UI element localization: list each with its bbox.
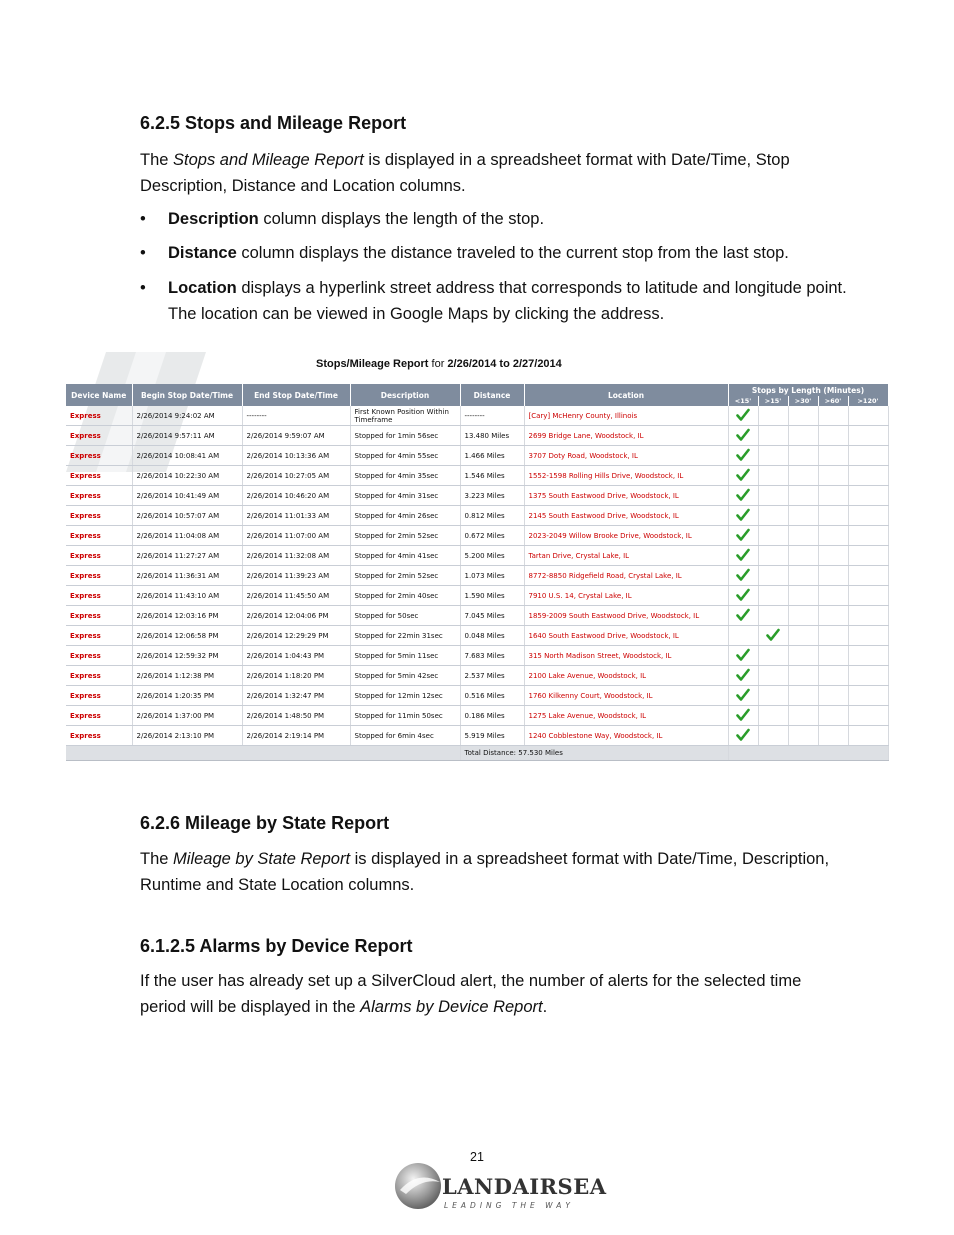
end-cell: 2/26/2014 1:32:47 PM	[242, 686, 350, 706]
device-cell: Express	[66, 446, 132, 466]
stop-bucket-cell	[818, 406, 848, 426]
location-link[interactable]: 1240 Cobblestone Way, Woodstock, IL	[524, 726, 728, 746]
stop-bucket-cell	[818, 726, 848, 746]
stop-bucket-cell	[728, 426, 758, 446]
description-cell: Stopped for 50sec	[350, 606, 460, 626]
section-intro-6-2-5: The Stops and Mileage Report is displayed in a spreadsheet format with Date/Time, Stop Description, Distance and Location columns.	[140, 151, 790, 195]
stop-bucket-cell	[818, 586, 848, 606]
section-heading-6-2-6: 6.2.6 Mileage by State Report	[140, 813, 390, 833]
col-begin-stop: Begin Stop Date/Time	[132, 384, 242, 406]
distance-cell: --------	[460, 406, 524, 426]
stop-bucket-cell	[728, 406, 758, 426]
stop-bucket-cell	[788, 726, 818, 746]
stop-bucket-cell	[848, 586, 888, 606]
stop-bucket-cell	[728, 506, 758, 526]
stop-bucket-cell	[788, 666, 818, 686]
begin-cell: 2/26/2014 12:59:32 PM	[132, 646, 242, 666]
stop-bucket-cell	[788, 466, 818, 486]
distance-cell: 0.048 Miles	[460, 626, 524, 646]
checkmark-icon	[736, 648, 750, 662]
description-cell: Stopped for 12min 12sec	[350, 686, 460, 706]
stop-bucket-cell	[728, 726, 758, 746]
stop-bucket-cell	[818, 426, 848, 446]
stop-bucket-cell	[818, 606, 848, 626]
end-cell: 2/26/2014 1:18:20 PM	[242, 666, 350, 686]
table-row	[66, 606, 888, 626]
stop-bucket-cell	[758, 686, 788, 706]
begin-cell: 2/26/2014 9:57:11 AM	[132, 426, 242, 446]
device-cell: Express	[66, 726, 132, 746]
end-cell: 2/26/2014 11:45:50 AM	[242, 586, 350, 606]
stop-bucket-cell	[788, 446, 818, 466]
table-row	[66, 706, 888, 726]
stop-bucket-cell	[818, 546, 848, 566]
location-link[interactable]: [Cary] McHenry County, Illinois	[524, 406, 728, 426]
stop-bucket-cell	[848, 466, 888, 486]
stop-bucket-cell	[758, 446, 788, 466]
table-row	[66, 506, 888, 526]
description-cell: Stopped for 4min 35sec	[350, 466, 460, 486]
device-cell: Express	[66, 566, 132, 586]
begin-cell: 2/26/2014 12:03:16 PM	[132, 606, 242, 626]
distance-cell: 1.546 Miles	[460, 466, 524, 486]
device-cell: Express	[66, 486, 132, 506]
location-link[interactable]: 2100 Lake Avenue, Woodstock, IL	[524, 666, 728, 686]
col-stops-by-length: Stops by Length (Minutes)	[728, 384, 888, 396]
stop-bucket-cell	[818, 666, 848, 686]
begin-cell: 2/26/2014 1:20:35 PM	[132, 686, 242, 706]
stop-bucket-cell	[788, 586, 818, 606]
col-bucket: >120'	[848, 396, 888, 406]
device-cell: Express	[66, 586, 132, 606]
section-heading-6-1-2-5: 6.1.2.5 Alarms by Device Report	[140, 936, 413, 956]
stop-bucket-cell	[758, 466, 788, 486]
stop-bucket-cell	[818, 446, 848, 466]
stop-bucket-cell	[758, 586, 788, 606]
table-row	[66, 406, 888, 426]
begin-cell: 2/26/2014 1:12:38 PM	[132, 666, 242, 686]
distance-cell: 0.516 Miles	[460, 686, 524, 706]
col-description: Description	[350, 384, 460, 406]
stop-bucket-cell	[848, 606, 888, 626]
description-cell: Stopped for 4min 31sec	[350, 486, 460, 506]
location-link[interactable]: 1552-1598 Rolling Hills Drive, Woodstock, IL	[524, 466, 728, 486]
device-cell: Express	[66, 686, 132, 706]
stop-bucket-cell	[848, 546, 888, 566]
end-cell: 2/26/2014 1:04:43 PM	[242, 646, 350, 666]
col-distance: Distance	[460, 384, 524, 406]
stop-bucket-cell	[818, 706, 848, 726]
report-title: Stops/Mileage Report for 2/26/2014 to 2/27/2014	[316, 358, 562, 370]
stop-bucket-cell	[818, 486, 848, 506]
stop-bucket-cell	[758, 426, 788, 446]
stop-bucket-cell	[818, 506, 848, 526]
begin-cell: 2/26/2014 1:37:00 PM	[132, 706, 242, 726]
total-distance: Total Distance: 57.530 Miles	[460, 746, 728, 761]
end-cell: 2/26/2014 11:32:08 AM	[242, 546, 350, 566]
location-link[interactable]: 2699 Bridge Lane, Woodstock, IL	[524, 426, 728, 446]
device-cell: Express	[66, 526, 132, 546]
page-number: 21	[470, 1150, 484, 1164]
table-row	[66, 486, 888, 506]
description-cell: Stopped for 5min 42sec	[350, 666, 460, 686]
end-cell: --------	[242, 406, 350, 426]
stop-bucket-cell	[818, 626, 848, 646]
col-end-stop: End Stop Date/Time	[242, 384, 350, 406]
device-cell: Express	[66, 466, 132, 486]
stop-bucket-cell	[848, 566, 888, 586]
stop-bucket-cell	[788, 426, 818, 446]
col-device-name: Device Name	[66, 384, 132, 406]
device-cell: Express	[66, 646, 132, 666]
location-link[interactable]: 1760 Kilkenny Court, Woodstock, IL	[524, 686, 728, 706]
end-cell: 2/26/2014 12:29:29 PM	[242, 626, 350, 646]
section-heading-6-2-5: 6.2.5 Stops and Mileage Report	[140, 113, 407, 133]
table-row	[66, 446, 888, 466]
table-row	[66, 726, 888, 746]
distance-cell: 0.672 Miles	[460, 526, 524, 546]
distance-cell: 13.480 Miles	[460, 426, 524, 446]
logo-tagline: LEADING THE WAY	[444, 1201, 574, 1210]
begin-cell: 2/26/2014 10:41:49 AM	[132, 486, 242, 506]
stop-bucket-cell	[848, 406, 888, 426]
stop-bucket-cell	[728, 446, 758, 466]
stop-bucket-cell	[788, 686, 818, 706]
description-cell: Stopped for 4min 26sec	[350, 506, 460, 526]
device-cell: Express	[66, 546, 132, 566]
checkmark-icon	[736, 528, 750, 542]
table-row	[66, 646, 888, 666]
begin-cell: 2/26/2014 10:08:41 AM	[132, 446, 242, 466]
stop-bucket-cell	[848, 726, 888, 746]
logo-text: LANDAIRSEA	[442, 1174, 607, 1199]
stop-bucket-cell	[818, 466, 848, 486]
location-link[interactable]: 3707 Doty Road, Woodstock, IL	[524, 446, 728, 466]
end-cell: 2/26/2014 1:48:50 PM	[242, 706, 350, 726]
description-cell: First Known Position Within Timeframe	[350, 406, 460, 426]
device-cell: Express	[66, 606, 132, 626]
description-cell: Stopped for 11min 50sec	[350, 706, 460, 726]
section-intro-6-2-6: The Mileage by State Report is displayed in a spreadsheet format with Date/Time, Description, Runtime and State Location columns.	[140, 850, 830, 894]
stop-bucket-cell	[758, 646, 788, 666]
stop-bucket-cell	[848, 666, 888, 686]
table-row	[66, 586, 888, 606]
description-cell: Stopped for 5min 11sec	[350, 646, 460, 666]
begin-cell: 2/26/2014 11:43:10 AM	[132, 586, 242, 606]
begin-cell: 2/26/2014 10:22:30 AM	[132, 466, 242, 486]
checkmark-icon	[736, 688, 750, 702]
description-cell: Stopped for 22min 31sec	[350, 626, 460, 646]
stop-bucket-cell	[758, 506, 788, 526]
begin-cell: 2/26/2014 10:57:07 AM	[132, 506, 242, 526]
stop-bucket-cell	[728, 666, 758, 686]
checkmark-icon	[736, 408, 750, 422]
checkmark-icon	[766, 628, 780, 642]
stop-bucket-cell	[848, 526, 888, 546]
table-row	[66, 526, 888, 546]
stop-bucket-cell	[848, 486, 888, 506]
stop-bucket-cell	[788, 546, 818, 566]
distance-cell: 0.812 Miles	[460, 506, 524, 526]
location-link[interactable]: 1375 South Eastwood Drive, Woodstock, IL	[524, 486, 728, 506]
stop-bucket-cell	[728, 706, 758, 726]
col-location: Location	[524, 384, 728, 406]
stop-bucket-cell	[728, 566, 758, 586]
stop-bucket-cell	[848, 646, 888, 666]
location-link[interactable]: 1275 Lake Avenue, Woodstock, IL	[524, 706, 728, 726]
stop-bucket-cell	[758, 566, 788, 586]
table-row	[66, 566, 888, 586]
device-cell: Express	[66, 666, 132, 686]
stop-bucket-cell	[788, 406, 818, 426]
device-cell: Express	[66, 406, 132, 426]
stop-bucket-cell	[728, 646, 758, 666]
description-cell: Stopped for 6min 4sec	[350, 726, 460, 746]
col-bucket: >30'	[788, 396, 818, 406]
description-cell: Stopped for 4min 55sec	[350, 446, 460, 466]
col-bucket: >60'	[818, 396, 848, 406]
begin-cell: 2/26/2014 2:13:10 PM	[132, 726, 242, 746]
stop-bucket-cell	[788, 506, 818, 526]
begin-cell: 2/26/2014 11:04:08 AM	[132, 526, 242, 546]
description-cell: Stopped for 1min 56sec	[350, 426, 460, 446]
table-row	[66, 686, 888, 706]
table-row	[66, 666, 888, 686]
stop-bucket-cell	[848, 506, 888, 526]
end-cell: 2/26/2014 11:01:33 AM	[242, 506, 350, 526]
end-cell: 2/26/2014 10:46:20 AM	[242, 486, 350, 506]
stop-bucket-cell	[728, 546, 758, 566]
device-cell: Express	[66, 706, 132, 726]
stop-bucket-cell	[848, 446, 888, 466]
table-row	[66, 426, 888, 446]
distance-cell: 1.590 Miles	[460, 586, 524, 606]
stop-bucket-cell	[758, 726, 788, 746]
checkmark-icon	[736, 708, 750, 722]
landairsea-logo	[392, 1160, 607, 1212]
stop-bucket-cell	[818, 526, 848, 546]
stop-bucket-cell	[788, 626, 818, 646]
location-link[interactable]: 2023-2049 Willow Brooke Drive, Woodstock, IL	[524, 526, 728, 546]
description-cell: Stopped for 2min 40sec	[350, 586, 460, 606]
stop-bucket-cell	[788, 646, 818, 666]
stop-bucket-cell	[758, 546, 788, 566]
description-cell: Stopped for 2min 52sec	[350, 566, 460, 586]
description-cell: Stopped for 4min 41sec	[350, 546, 460, 566]
distance-cell: 7.683 Miles	[460, 646, 524, 666]
table-row	[66, 466, 888, 486]
end-cell: 2/26/2014 11:39:23 AM	[242, 566, 350, 586]
checkmark-icon	[736, 568, 750, 582]
checkmark-icon	[736, 608, 750, 622]
stop-bucket-cell	[728, 586, 758, 606]
stop-bucket-cell	[758, 706, 788, 726]
checkmark-icon	[736, 548, 750, 562]
end-cell: 2/26/2014 9:59:07 AM	[242, 426, 350, 446]
stop-bucket-cell	[848, 686, 888, 706]
device-cell: Express	[66, 626, 132, 646]
section-intro-6-1-2-5: If the user has already set up a SilverCloud alert, the number of alerts for the selected time period will be displayed in the Alarms by Device Report.	[140, 972, 802, 1016]
distance-cell: 5.919 Miles	[460, 726, 524, 746]
stop-bucket-cell	[728, 686, 758, 706]
checkmark-icon	[736, 448, 750, 462]
stop-bucket-cell	[818, 566, 848, 586]
col-bucket: >15'	[758, 396, 788, 406]
location-link[interactable]: 2145 South Eastwood Drive, Woodstock, IL	[524, 506, 728, 526]
description-cell: Stopped for 2min 52sec	[350, 526, 460, 546]
total-spacer-right	[728, 746, 888, 761]
begin-cell: 2/26/2014 12:06:58 PM	[132, 626, 242, 646]
stop-bucket-cell	[788, 606, 818, 626]
checkmark-icon	[736, 488, 750, 502]
stop-bucket-cell	[728, 486, 758, 506]
checkmark-icon	[736, 588, 750, 602]
end-cell: 2/26/2014 12:04:06 PM	[242, 606, 350, 626]
stop-bucket-cell	[848, 426, 888, 446]
stop-bucket-cell	[758, 526, 788, 546]
stop-bucket-cell	[758, 606, 788, 626]
stop-bucket-cell	[728, 606, 758, 626]
table-row	[66, 626, 888, 646]
device-cell: Express	[66, 426, 132, 446]
stop-bucket-cell	[758, 666, 788, 686]
end-cell: 2/26/2014 11:07:00 AM	[242, 526, 350, 546]
distance-cell: 5.200 Miles	[460, 546, 524, 566]
location-link[interactable]: 1859-2009 South Eastwood Drive, Woodstock, IL	[524, 606, 728, 626]
location-link[interactable]: 315 North Madison Street, Woodstock, IL	[524, 646, 728, 666]
stop-bucket-cell	[758, 486, 788, 506]
distance-cell: 3.223 Miles	[460, 486, 524, 506]
location-link[interactable]: 8772-8850 Ridgefield Road, Crystal Lake, IL	[524, 566, 728, 586]
checkmark-icon	[736, 728, 750, 742]
stop-bucket-cell	[758, 406, 788, 426]
end-cell: 2/26/2014 10:27:05 AM	[242, 466, 350, 486]
end-cell: 2/26/2014 10:13:36 AM	[242, 446, 350, 466]
report-table	[66, 384, 889, 761]
begin-cell: 2/26/2014 11:27:27 AM	[132, 546, 242, 566]
location-link[interactable]: Tartan Drive, Crystal Lake, IL	[524, 546, 728, 566]
stop-bucket-cell	[818, 686, 848, 706]
stop-bucket-cell	[848, 706, 888, 726]
location-link[interactable]: 1640 South Eastwood Drive, Woodstock, IL	[524, 626, 728, 646]
stop-bucket-cell	[788, 566, 818, 586]
distance-cell: 1.466 Miles	[460, 446, 524, 466]
stop-bucket-cell	[788, 526, 818, 546]
stops-mileage-report	[66, 352, 888, 768]
stop-bucket-cell	[848, 626, 888, 646]
total-spacer	[66, 746, 460, 761]
table-row	[66, 546, 888, 566]
stop-bucket-cell	[758, 626, 788, 646]
distance-cell: 7.045 Miles	[460, 606, 524, 626]
distance-cell: 0.186 Miles	[460, 706, 524, 726]
stop-bucket-cell	[788, 706, 818, 726]
begin-cell: 2/26/2014 11:36:31 AM	[132, 566, 242, 586]
distance-cell: 2.537 Miles	[460, 666, 524, 686]
begin-cell: 2/26/2014 9:24:02 AM	[132, 406, 242, 426]
location-link[interactable]: 7910 U.S. 14, Crystal Lake, IL	[524, 586, 728, 606]
end-cell: 2/26/2014 2:19:14 PM	[242, 726, 350, 746]
stop-bucket-cell	[788, 486, 818, 506]
checkmark-icon	[736, 468, 750, 482]
device-cell: Express	[66, 506, 132, 526]
distance-cell: 1.073 Miles	[460, 566, 524, 586]
checkmark-icon	[736, 508, 750, 522]
stop-bucket-cell	[818, 646, 848, 666]
checkmark-icon	[736, 428, 750, 442]
col-bucket: <15'	[728, 396, 758, 406]
checkmark-icon	[736, 668, 750, 682]
stop-bucket-cell	[728, 466, 758, 486]
stop-bucket-cell	[728, 526, 758, 546]
stop-bucket-cell	[728, 626, 758, 646]
